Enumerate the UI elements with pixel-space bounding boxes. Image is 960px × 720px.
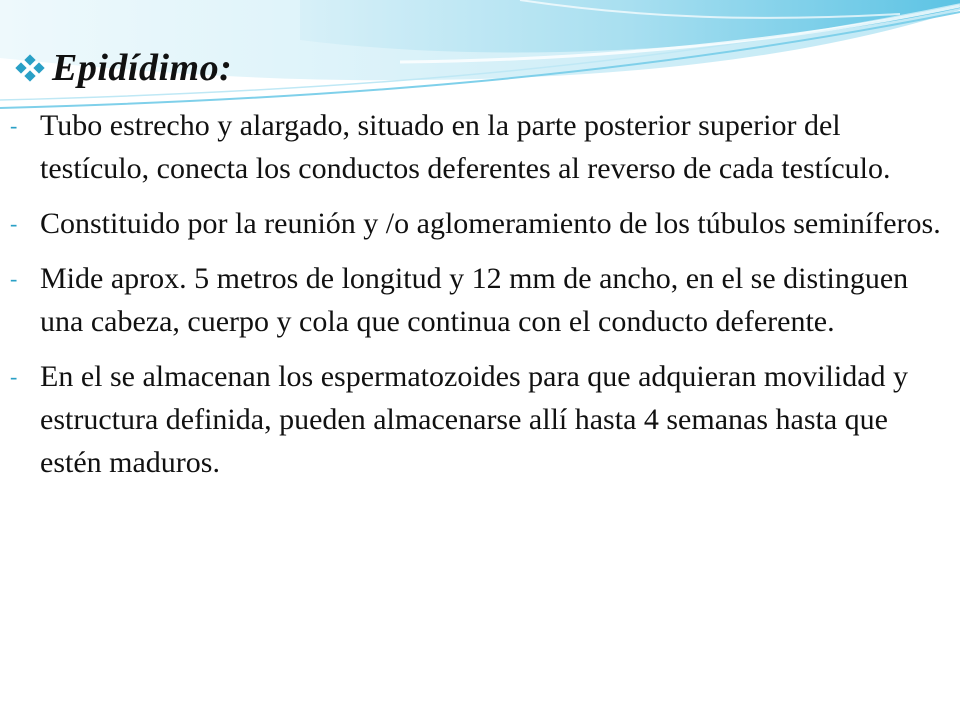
bullet-text: Tubo estrecho y alargado, situado en la parte posterior superior del testículo, conecta los conductos deferentes al reverso de cada testículo. [40, 109, 891, 185]
bullet-item [10, 257, 945, 343]
bullet-item [10, 104, 945, 190]
bullet-marker: - [10, 113, 18, 138]
bullet-item [10, 355, 945, 484]
bullet-marker: - [10, 266, 18, 291]
bullet-marker: - [10, 364, 18, 389]
title-row [14, 38, 232, 98]
bullet-text: Constituido por la reunión y /o aglomeramiento de los túbulos seminíferos. [40, 207, 941, 240]
bullet-list [10, 104, 945, 496]
slide-title: Epidídimo: [52, 47, 233, 89]
bullet-marker: - [10, 211, 18, 236]
diamond-bullet-icon [14, 54, 46, 82]
bullet-text: En el se almacenan los espermatozoides para que adquieran movilidad y estructura definida, pueden almacenarse allí hasta 4 semanas hasta que estén maduros. [40, 360, 909, 479]
bullet-item [10, 202, 945, 245]
bullet-text: Mide aprox. 5 metros de longitud y 12 mm de ancho, en el se distinguen una cabeza, cuerpo y cola que continua con el conducto deferente. [40, 262, 909, 338]
